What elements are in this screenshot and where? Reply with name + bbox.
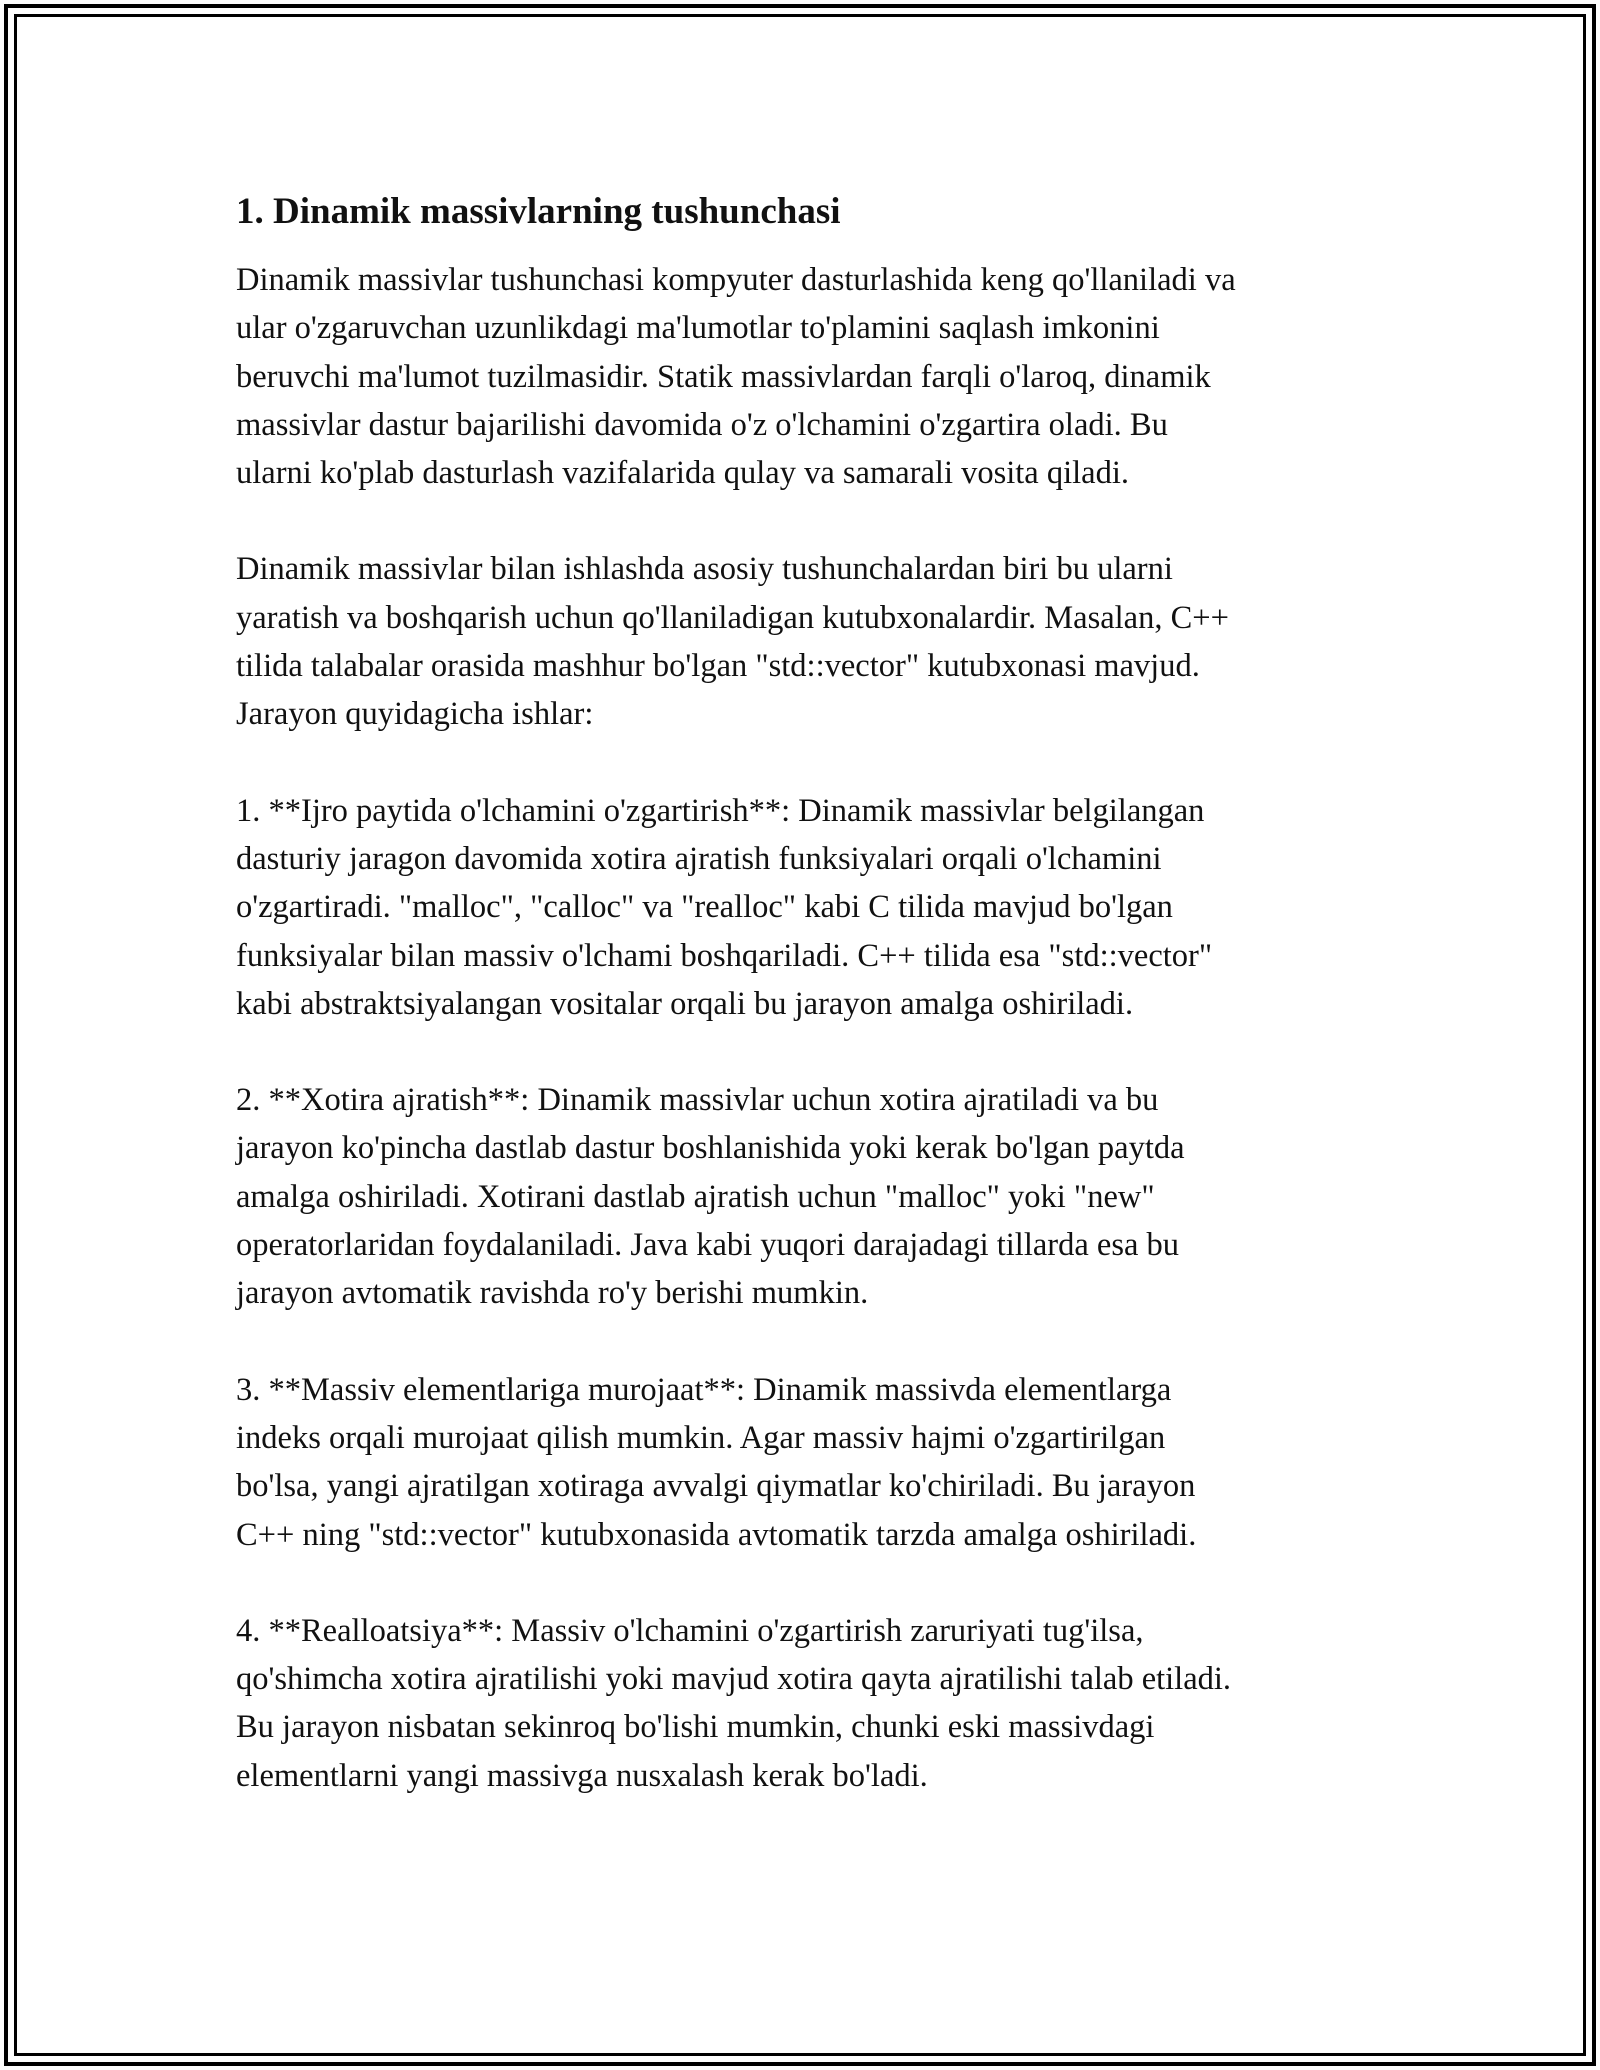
text-line: dasturiy jaragon davomida xotira ajratish funksiyalari orqali o'lchamini: [236, 840, 1162, 877]
list-item-reallocation: [236, 1607, 1386, 1800]
text-line: 3. **Massiv elementlariga murojaat**: Dinamik massivda elementlarga: [236, 1371, 1172, 1408]
text-line: ularni ko'plab dasturlash vazifalarida qulay va samarali vosita qiladi.: [236, 455, 1129, 492]
text-line: yaratish va boshqarish uchun qo'llaniladigan kutubxonalardir. Masalan, C++: [236, 599, 1229, 636]
text-line: 1. **Ijro paytida o'lchamini o'zgartirish**: Dinamik massivlar belgilangan: [236, 792, 1205, 829]
text-line: elementlarni yangi massivga nusxalash kerak bo'ladi.: [236, 1757, 928, 1794]
list-item-resize: [236, 787, 1386, 1028]
text-line: Jarayon quyidagicha ishlar:: [236, 696, 594, 733]
text-line: C++ ning "std::vector" kutubxonasida avtomatik tarzda amalga oshiriladi.: [236, 1516, 1197, 1553]
text-line: beruvchi ma'lumot tuzilmasidir. Statik massivlardan farqli o'laroq, dinamik: [236, 358, 1211, 395]
text-line: qo'shimcha xotira ajratilishi yoki mavjud xotira qayta ajratilishi talab etiladi.: [236, 1661, 1232, 1698]
text-line: amalga oshiriladi. Xotirani dastlab ajratish uchun "malloc" yoki "new": [236, 1178, 1155, 1215]
text-line: ular o'zgaruvchan uzunlikdagi ma'lumotlar to'plamini saqlash imkonini: [236, 310, 1160, 347]
text-line: 2. **Xotira ajratish**: Dinamik massivlar uchun xotira ajratiladi va bu: [236, 1082, 1159, 1119]
text-line: operatorlaridan foydalaniladi. Java kabi yuqori darajadagi tillarda esa bu: [236, 1227, 1180, 1264]
document-body: [236, 186, 1386, 1848]
text-line: o'zgartiradi. "malloc", "calloc" va "realloc" kabi C tilida mavjud bo'lgan: [236, 889, 1173, 926]
text-line: Dinamik massivlar tushunchasi kompyuter dasturlashida keng qo'llaniladi va: [236, 262, 1236, 298]
text-line: 4. **Realloatsiya**: Massiv o'lchamini o'zgartirish zaruriyati tug'ilsa,: [236, 1612, 1144, 1649]
section-heading: 1. Dinamik massivlarning tushunchasi: [236, 191, 841, 232]
paragraph-intro: [236, 256, 1386, 497]
text-line: kabi abstraktsiyalangan vositalar orqali bu jarayon amalga oshiriladi.: [236, 985, 1134, 1022]
text-line: jarayon ko'pincha dastlab dastur boshlanishida yoki kerak bo'lgan paytda: [236, 1130, 1185, 1167]
text-line: Bu jarayon nisbatan sekinroq bo'lishi mumkin, chunki eski massivdagi: [236, 1709, 1155, 1746]
text-line: indeks orqali murojaat qilish mumkin. Agar massiv hajmi o'zgartirilgan: [236, 1419, 1166, 1456]
text-line: jarayon avtomatik ravishda ro'y berishi mumkin.: [236, 1275, 869, 1312]
text-line: tilida talabalar orasida mashhur bo'lgan "std::vector" kutubxonasi mavjud.: [236, 648, 1200, 685]
list-item-memory-allocation: [236, 1076, 1386, 1317]
text-line: massivlar dastur bajarilishi davomida o'z o'lchamini o'zgartira oladi. Bu: [236, 406, 1168, 443]
list-item-element-access: [236, 1366, 1386, 1559]
text-line: Dinamik massivlar bilan ishlashda asosiy tushunchalardan biri bu ularni: [236, 551, 1173, 588]
text-line: bo'lsa, yangi ajratilgan xotiraga avvalgi qiymatlar ko'chiriladi. Bu jarayon: [236, 1468, 1196, 1505]
paragraph-libraries: [236, 545, 1386, 738]
text-line: funksiyalar bilan massiv o'lchami boshqariladi. C++ tilida esa "std::vector": [236, 937, 1213, 974]
